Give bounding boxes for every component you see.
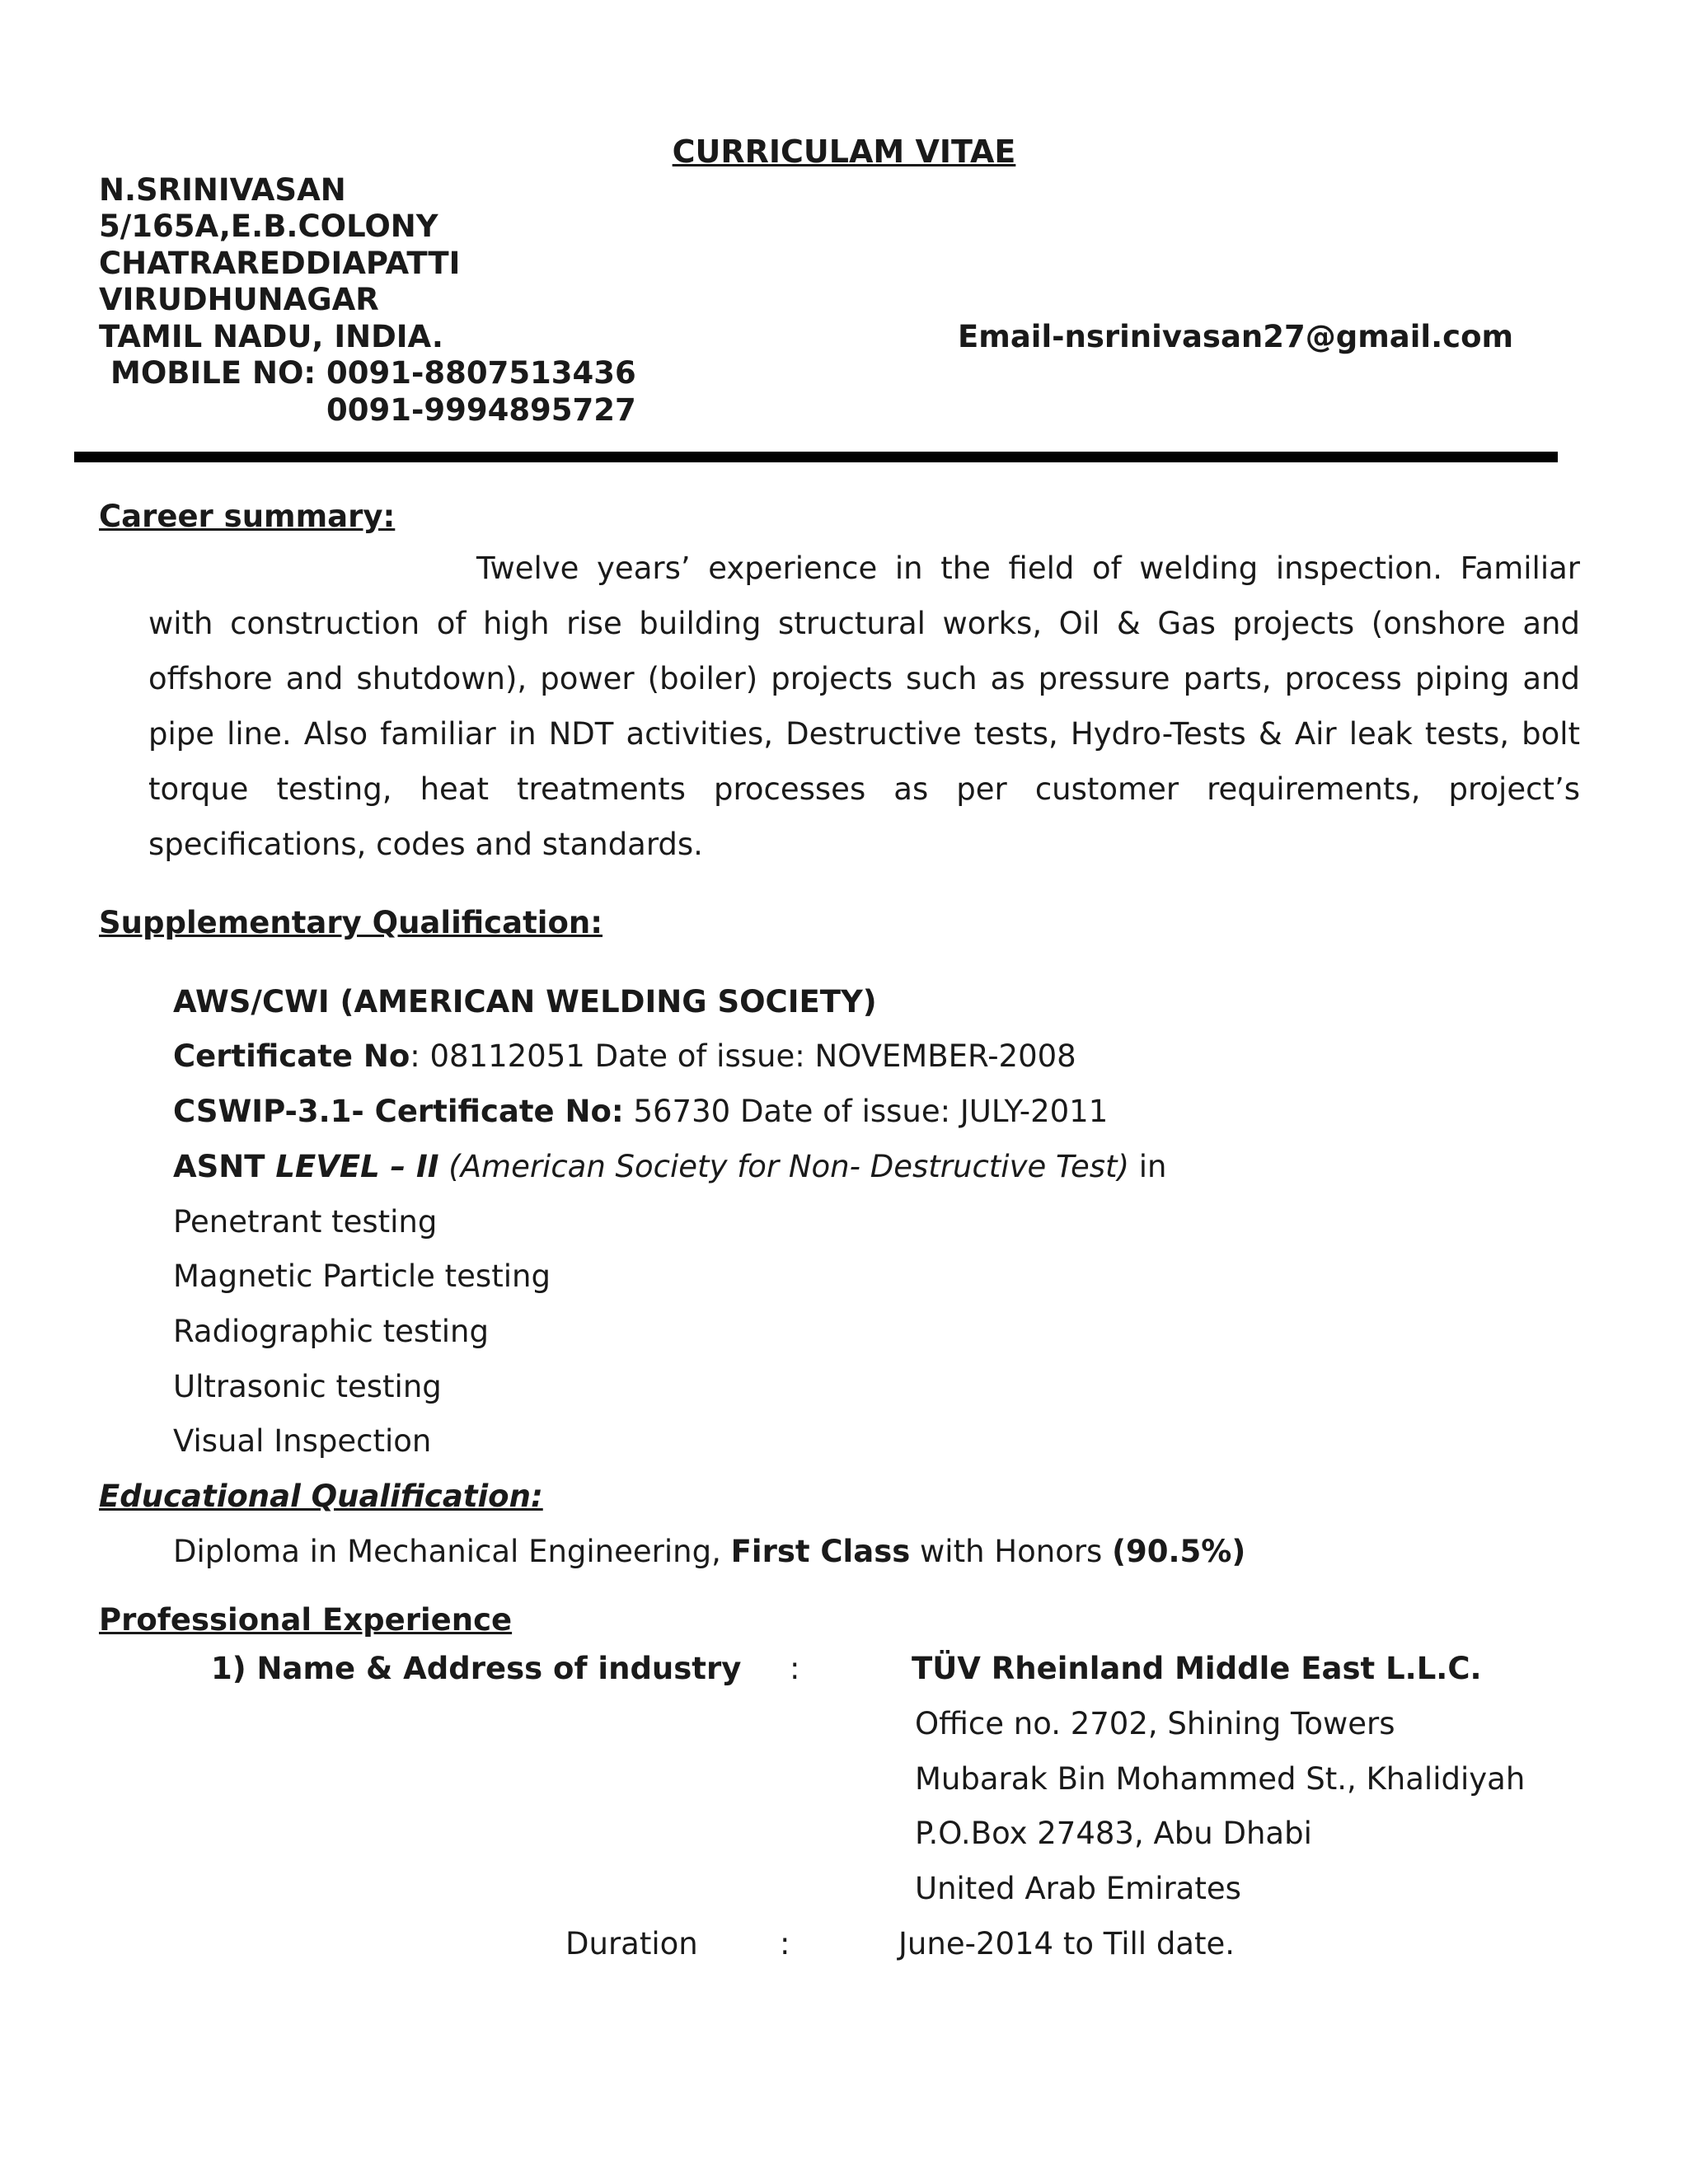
ndt-method: Visual Inspection bbox=[173, 1423, 432, 1459]
education-heading: Educational Qualification: bbox=[99, 1479, 543, 1514]
company-name: TÜV Rheinland Middle East L.L.C. bbox=[912, 1651, 1482, 1686]
education-class: First Class bbox=[730, 1534, 911, 1569]
duration-colon: : bbox=[780, 1926, 790, 1961]
aws-cwi-title: AWS/CWI (AMERICAN WELDING SOCIETY) bbox=[173, 984, 877, 1019]
company-address-line: United Arab Emirates bbox=[915, 1871, 1241, 1906]
duration-label: Duration bbox=[565, 1926, 698, 1961]
address-line: CHATRAREDDIAPATTI bbox=[99, 246, 461, 281]
career-summary-heading: Career summary: bbox=[99, 499, 396, 534]
company-address-line: Mubarak Bin Mohammed St., Khalidiyah bbox=[915, 1761, 1526, 1797]
address-line: 5/165A,E.B.COLONY bbox=[99, 209, 438, 244]
ndt-method: Penetrant testing bbox=[173, 1204, 438, 1240]
mobile-number-2: 0091-9994895727 bbox=[326, 392, 636, 428]
asnt-label: ASNT bbox=[173, 1149, 276, 1184]
asnt-description: (American Society for Non- Destructive Test) bbox=[438, 1149, 1130, 1184]
mobile-number-1: 0091-8807513436 bbox=[326, 355, 636, 391]
cswip-value: 56730 Date of issue: JULY-2011 bbox=[623, 1094, 1109, 1129]
duration-value: June-2014 to Till date. bbox=[898, 1926, 1236, 1961]
candidate-name: N.SRINIVASAN bbox=[99, 172, 346, 208]
asnt-level bbox=[173, 1149, 1167, 1185]
certificate-label: Certificate No bbox=[173, 1038, 410, 1074]
header-divider bbox=[74, 452, 1558, 462]
company-address-line: P.O.Box 27483, Abu Dhabi bbox=[915, 1816, 1312, 1851]
experience-heading: Professional Experience bbox=[99, 1602, 513, 1638]
ndt-method: Radiographic testing bbox=[173, 1314, 489, 1349]
asnt-level-text: LEVEL – II bbox=[275, 1149, 439, 1184]
page-title: CURRICULAM VITAE bbox=[672, 134, 1016, 170]
address-line: VIRUDHUNAGAR bbox=[99, 282, 379, 317]
education-detail bbox=[173, 1534, 1245, 1570]
cswip-label: CSWIP-3.1- Certificate No: bbox=[173, 1094, 624, 1129]
cswip-certificate bbox=[173, 1094, 1108, 1130]
supplementary-heading: Supplementary Qualification: bbox=[99, 905, 603, 940]
industry-colon: : bbox=[790, 1651, 800, 1686]
asnt-in: in bbox=[1129, 1149, 1167, 1184]
mobile-label: MOBILE NO: bbox=[110, 355, 316, 391]
education-percent: (90.5%) bbox=[1112, 1534, 1246, 1569]
aws-certificate bbox=[173, 1038, 1076, 1075]
address-line: TAMIL NADU, INDIA. bbox=[99, 319, 443, 354]
certificate-value: : 08112051 Date of issue: NOVEMBER-2008 bbox=[410, 1038, 1076, 1074]
industry-label: 1) Name & Address of industry bbox=[211, 1651, 742, 1686]
company-address-line: Office no. 2702, Shining Towers bbox=[915, 1706, 1395, 1741]
education-mid: with Honors bbox=[910, 1534, 1113, 1569]
career-summary-text: Twelve years’ experience in the field of welding inspection. Familiar with construction of high rise building structural works, Oil & Gas projects (onshore and offshore and shutdown), power (boiler) projects such as pressure parts, process piping and pipe line. Also familiar in NDT activities, Destructive tests, Hydro-Tests & Air leak tests, bolt torque testing, heat treatments processes as per customer requirements, project’s specifications, codes and standards. bbox=[148, 551, 1580, 862]
email-address: Email-nsrinivasan27@gmail.com bbox=[958, 319, 1514, 354]
ndt-method: Ultrasonic testing bbox=[173, 1369, 442, 1404]
education-prefix: Diploma in Mechanical Engineering, bbox=[173, 1534, 731, 1569]
ndt-method: Magnetic Particle testing bbox=[173, 1258, 551, 1294]
